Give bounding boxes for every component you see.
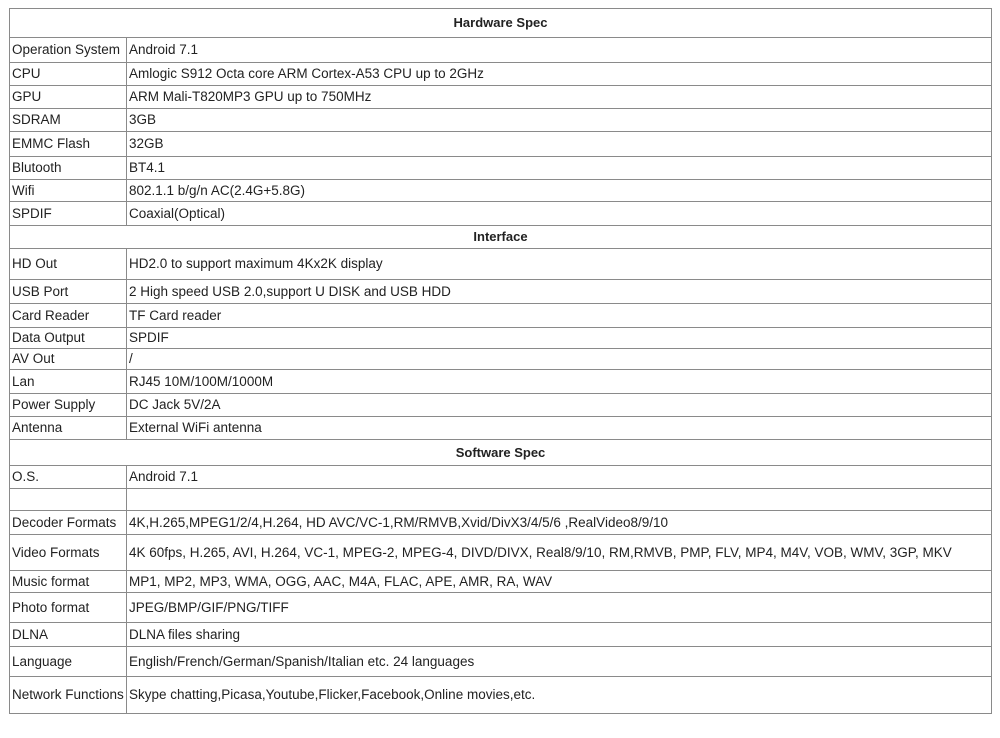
table-row [10, 157, 992, 180]
table-row [10, 535, 992, 571]
spec-label: Operation System [10, 38, 127, 63]
software-section-title: Software Spec [10, 440, 992, 466]
spec-label: EMMC Flash [10, 132, 127, 157]
spec-label: SPDIF [10, 202, 127, 226]
section-header-row [10, 226, 992, 249]
table-row [10, 328, 992, 349]
table-row [10, 63, 992, 86]
table-row [10, 249, 992, 280]
table-row [10, 593, 992, 623]
table-row [10, 417, 992, 440]
table-row [10, 349, 992, 370]
spec-label: Network Functions [10, 677, 127, 714]
spec-value: DC Jack 5V/2A [127, 394, 992, 417]
spec-label: O.S. [10, 466, 127, 489]
spec-label: CPU [10, 63, 127, 86]
table-row [10, 623, 992, 647]
table-row [10, 647, 992, 677]
spec-label: Card Reader [10, 304, 127, 328]
spec-label: HD Out [10, 249, 127, 280]
spec-value: TF Card reader [127, 304, 992, 328]
section-header-row [10, 9, 992, 38]
spec-value: / [127, 349, 992, 370]
spec-label: Music format [10, 571, 127, 593]
table-row [10, 466, 992, 489]
table-row [10, 280, 992, 304]
spec-label: Lan [10, 370, 127, 394]
section-header-row [10, 440, 992, 466]
table-row [10, 511, 992, 535]
spec-value: 2 High speed USB 2.0,support U DISK and USB HDD [127, 280, 992, 304]
spec-label: DLNA [10, 623, 127, 647]
spec-value: BT4.1 [127, 157, 992, 180]
spec-label: AV Out [10, 349, 127, 370]
spec-label [10, 489, 127, 511]
spec-value: Coaxial(Optical) [127, 202, 992, 226]
spec-value: Amlogic S912 Octa core ARM Cortex-A53 CPU up to 2GHz [127, 63, 992, 86]
spec-label: Photo format [10, 593, 127, 623]
spec-label: GPU [10, 86, 127, 109]
spec-value: HD2.0 to support maximum 4Kx2K display [127, 249, 992, 280]
spec-value: Android 7.1 [127, 466, 992, 489]
spec-value: SPDIF [127, 328, 992, 349]
spec-value: 4K,H.265,MPEG1/2/4,H.264, HD AVC/VC-1,RM/RMVB,Xvid/DivX3/4/5/6 ,RealVideo8/9/10 [127, 511, 992, 535]
spec-label: Antenna [10, 417, 127, 440]
spec-value [127, 489, 992, 511]
spec-label: SDRAM [10, 109, 127, 132]
spec-value: ARM Mali-T820MP3 GPU up to 750MHz [127, 86, 992, 109]
spec-value: 4K 60fps, H.265, AVI, H.264, VC-1, MPEG-2, MPEG-4, DIVD/DIVX, Real8/9/10, RM,RMVB, PMP, FLV, MP4, M4V, VOB, WMV, 3GP, MKV [127, 535, 992, 571]
spec-value: JPEG/BMP/GIF/PNG/TIFF [127, 593, 992, 623]
spec-label: Power Supply [10, 394, 127, 417]
table-row [10, 370, 992, 394]
spec-value: 32GB [127, 132, 992, 157]
table-row [10, 86, 992, 109]
spec-value: MP1, MP2, MP3, WMA, OGG, AAC, M4A, FLAC, APE, AMR, RA, WAV [127, 571, 992, 593]
spec-label: Blutooth [10, 157, 127, 180]
spec-label: Data Output [10, 328, 127, 349]
table-row [10, 38, 992, 63]
spec-label: Wifi [10, 180, 127, 202]
spec-value: Skype chatting,Picasa,Youtube,Flicker,Facebook,Online movies,etc. [127, 677, 992, 714]
spec-value: 3GB [127, 109, 992, 132]
spec-label: USB Port [10, 280, 127, 304]
spec-value: External WiFi antenna [127, 417, 992, 440]
table-row [10, 571, 992, 593]
table-row [10, 489, 992, 511]
table-row [10, 180, 992, 202]
table-row [10, 394, 992, 417]
table-row [10, 304, 992, 328]
spec-value: DLNA files sharing [127, 623, 992, 647]
spec-value: RJ45 10M/100M/1000M [127, 370, 992, 394]
spec-label: Decoder Formats [10, 511, 127, 535]
table-row [10, 202, 992, 226]
spec-label: Video Formats [10, 535, 127, 571]
table-row [10, 109, 992, 132]
spec-value: 802.1.1 b/g/n AC(2.4G+5.8G) [127, 180, 992, 202]
table-row [10, 132, 992, 157]
table-row [10, 677, 992, 714]
spec-table [9, 8, 992, 714]
spec-label: Language [10, 647, 127, 677]
spec-value: English/French/German/Spanish/Italian etc. 24 languages [127, 647, 992, 677]
interface-section-title: Interface [10, 226, 992, 249]
hardware-section-title: Hardware Spec [10, 9, 992, 38]
spec-value: Android 7.1 [127, 38, 992, 63]
